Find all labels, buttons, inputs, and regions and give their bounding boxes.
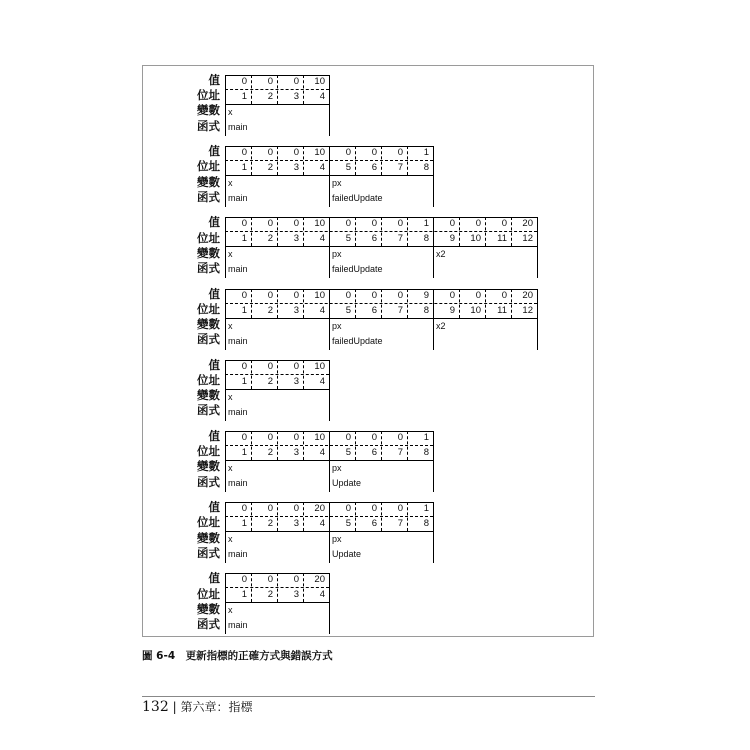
- row-label-function: 函式: [197, 332, 220, 347]
- byte-address: 9: [449, 233, 455, 245]
- byte-address: 8: [423, 304, 429, 316]
- byte-address: 3: [293, 447, 299, 458]
- byte-value: 0: [345, 432, 351, 443]
- byte-value: 0: [345, 147, 351, 159]
- page-number: 132: [142, 699, 169, 715]
- byte-address: 7: [397, 447, 403, 458]
- variable-name: x: [228, 249, 233, 260]
- row-label-value: 值: [208, 144, 220, 159]
- row-label-address: 位址: [197, 586, 220, 601]
- byte-value: 0: [293, 147, 299, 159]
- row-label-variable: 變數: [197, 388, 220, 403]
- byte-address: 12: [522, 233, 533, 245]
- byte-value: 0: [267, 147, 273, 159]
- byte-value: 0: [241, 503, 247, 515]
- function-name: main: [228, 264, 248, 275]
- function-name: main: [228, 335, 248, 346]
- byte-address: 4: [319, 518, 325, 530]
- variable-name: x: [228, 178, 233, 189]
- byte-value: 0: [345, 289, 351, 301]
- byte-value: 10: [314, 289, 325, 301]
- function-name: main: [228, 406, 248, 417]
- variable-name: x: [228, 534, 233, 545]
- frame-right-border: [433, 146, 434, 207]
- function-name: main: [228, 193, 248, 204]
- byte-value: 0: [501, 289, 507, 301]
- byte-address: 6: [371, 304, 377, 316]
- row-label-address: 位址: [197, 372, 220, 387]
- byte-address: 1: [241, 518, 247, 530]
- byte-address: 1: [241, 375, 247, 387]
- variable-name: x: [228, 605, 233, 616]
- byte-value: 20: [314, 574, 325, 586]
- byte-address: 8: [423, 447, 429, 458]
- byte-value: 0: [241, 574, 247, 586]
- byte-address: 6: [371, 233, 377, 245]
- byte-address: 1: [241, 304, 247, 316]
- byte-value: 0: [449, 218, 455, 230]
- byte-value: 0: [267, 432, 273, 443]
- byte-address: 7: [397, 304, 403, 316]
- variable-name: px: [332, 534, 342, 545]
- chapter-title: 第六章：指標: [180, 700, 253, 714]
- byte-value: 0: [475, 289, 481, 301]
- byte-value: 10: [314, 360, 325, 372]
- variable-name: px: [332, 249, 342, 260]
- row-label-value: 值: [208, 357, 220, 372]
- frame-right-border: [537, 289, 538, 350]
- byte-value: 0: [267, 289, 273, 301]
- footer-rule: [142, 696, 595, 697]
- byte-value: 10: [314, 76, 325, 87]
- row-label-function: 函式: [197, 616, 220, 631]
- byte-value: 0: [241, 289, 247, 301]
- byte-value: 0: [397, 147, 403, 159]
- byte-value: 0: [371, 432, 377, 443]
- row-label-variable: 變數: [197, 245, 220, 260]
- row-label-variable: 變數: [197, 103, 220, 118]
- byte-value: 0: [371, 147, 377, 159]
- byte-address: 1: [241, 91, 247, 102]
- byte-value: 0: [241, 432, 247, 443]
- memory-diagram: [0, 359, 750, 425]
- byte-address: 1: [241, 447, 247, 458]
- byte-address: 1: [241, 589, 247, 601]
- row-label-value: 值: [208, 73, 220, 87]
- byte-address: 1: [241, 233, 247, 245]
- byte-value: 0: [345, 503, 351, 515]
- variable-name: x: [228, 107, 233, 117]
- byte-value: 0: [293, 76, 299, 87]
- row-label-address: 位址: [197, 159, 220, 174]
- byte-value: 0: [293, 574, 299, 586]
- function-name: main: [228, 122, 248, 132]
- function-name: main: [228, 620, 248, 631]
- row-label-variable: 變數: [197, 459, 220, 474]
- function-name: failedUpdate: [332, 264, 383, 275]
- byte-value: 0: [501, 218, 507, 230]
- row-label-function: 函式: [197, 474, 220, 489]
- byte-value: 0: [293, 360, 299, 372]
- row-label-address: 位址: [197, 88, 220, 103]
- byte-address: 3: [293, 162, 299, 174]
- byte-value: 0: [241, 218, 247, 230]
- byte-value: 0: [293, 218, 299, 230]
- row-label-variable: 變數: [197, 530, 220, 545]
- row-label-address: 位址: [197, 444, 220, 459]
- byte-value: 9: [423, 289, 429, 301]
- row-label-address: 位址: [197, 230, 220, 245]
- byte-address: 12: [522, 304, 533, 316]
- byte-value: 20: [314, 503, 325, 515]
- row-label-variable: 變數: [197, 174, 220, 189]
- byte-address: 3: [293, 91, 299, 102]
- byte-value: 0: [371, 289, 377, 301]
- byte-address: 8: [423, 162, 429, 174]
- address-bottom-line: [225, 318, 537, 319]
- memory-diagram: [0, 501, 750, 567]
- function-name: main: [228, 549, 248, 560]
- address-bottom-line: [225, 389, 329, 390]
- row-label-address: 位址: [197, 515, 220, 530]
- byte-value: 10: [314, 147, 325, 159]
- byte-value: 0: [475, 218, 481, 230]
- byte-address: 6: [371, 447, 377, 458]
- byte-value: 0: [397, 218, 403, 230]
- byte-address: 4: [319, 91, 325, 102]
- byte-address: 4: [319, 589, 325, 601]
- byte-value: 0: [267, 503, 273, 515]
- frame-right-border: [329, 360, 330, 421]
- footer-separator: |: [172, 700, 177, 714]
- memory-diagram: [0, 430, 750, 496]
- frame-right-border: [329, 75, 330, 136]
- byte-value: 0: [267, 574, 273, 586]
- byte-address: 3: [293, 304, 299, 316]
- byte-value: 0: [241, 147, 247, 159]
- memory-diagram: [0, 216, 750, 282]
- variable-name: px: [332, 178, 342, 189]
- frame-right-border: [433, 431, 434, 492]
- byte-address: 10: [470, 304, 481, 316]
- byte-address: 5: [345, 518, 351, 530]
- byte-address: 11: [497, 304, 507, 316]
- byte-address: 6: [371, 518, 377, 530]
- byte-value: 1: [423, 503, 429, 515]
- row-label-variable: 變數: [197, 601, 220, 616]
- function-name: Update: [332, 549, 362, 560]
- variable-name: x2: [436, 249, 446, 260]
- memory-diagram: [0, 288, 750, 354]
- byte-address: 3: [293, 375, 299, 387]
- row-label-value: 值: [208, 500, 220, 515]
- byte-value: 0: [293, 289, 299, 301]
- row-label-function: 函式: [197, 545, 220, 560]
- byte-value: 0: [397, 289, 403, 301]
- byte-value: 20: [522, 289, 533, 301]
- row-label-function: 函式: [197, 189, 220, 204]
- byte-address: 9: [449, 304, 455, 316]
- byte-value: 10: [314, 218, 325, 230]
- memory-diagram: [0, 74, 750, 140]
- byte-address: 2: [267, 91, 273, 102]
- variable-name: x: [228, 463, 233, 473]
- byte-address: 3: [293, 518, 299, 530]
- byte-value: 0: [371, 503, 377, 515]
- byte-value: 0: [397, 503, 403, 515]
- byte-address: 2: [267, 589, 273, 601]
- byte-value: 1: [423, 432, 429, 443]
- memory-diagram: [0, 572, 750, 638]
- figure-caption: 圖 6-4 更新指標的正確方式與錯誤方式: [142, 650, 333, 662]
- frame-right-border: [433, 502, 434, 563]
- row-label-variable: 變數: [197, 316, 220, 331]
- byte-address: 3: [293, 233, 299, 245]
- byte-value: 0: [241, 76, 247, 87]
- byte-address: 2: [267, 162, 273, 174]
- byte-address: 2: [267, 518, 273, 530]
- frame-right-border: [537, 217, 538, 278]
- variable-name: x: [228, 391, 233, 402]
- byte-address: 8: [423, 518, 429, 530]
- byte-address: 4: [319, 447, 325, 458]
- byte-value: 0: [267, 218, 273, 230]
- variable-name: x2: [436, 320, 446, 331]
- row-label-function: 函式: [197, 260, 220, 275]
- row-label-value: 值: [208, 286, 220, 301]
- page-footer: [142, 699, 252, 715]
- memory-diagram: [0, 145, 750, 211]
- byte-address: 5: [345, 304, 351, 316]
- byte-address: 10: [470, 233, 481, 245]
- byte-address: 4: [319, 304, 325, 316]
- byte-address: 3: [293, 589, 299, 601]
- byte-address: 8: [423, 233, 429, 245]
- function-name: failedUpdate: [332, 193, 383, 204]
- byte-address: 5: [345, 162, 351, 174]
- byte-address: 2: [267, 447, 273, 458]
- function-name: main: [228, 478, 248, 488]
- byte-address: 6: [371, 162, 377, 174]
- byte-address: 2: [267, 233, 273, 245]
- variable-name: px: [332, 463, 342, 473]
- byte-value: 0: [267, 360, 273, 372]
- byte-value: 0: [241, 360, 247, 372]
- byte-address: 7: [397, 162, 403, 174]
- function-name: Update: [332, 478, 362, 488]
- row-label-value: 值: [208, 571, 220, 586]
- variable-name: px: [332, 320, 342, 331]
- row-label-address: 位址: [197, 301, 220, 316]
- address-bottom-line: [225, 246, 537, 247]
- byte-value: 20: [522, 218, 533, 230]
- byte-address: 4: [319, 375, 325, 387]
- row-label-function: 函式: [197, 118, 220, 133]
- byte-address: 5: [345, 233, 351, 245]
- byte-address: 7: [397, 233, 403, 245]
- row-label-function: 函式: [197, 403, 220, 418]
- function-name: failedUpdate: [332, 335, 383, 346]
- byte-address: 7: [397, 518, 403, 530]
- byte-value: 1: [423, 218, 429, 230]
- byte-value: 10: [314, 432, 325, 443]
- byte-value: 0: [449, 289, 455, 301]
- byte-value: 0: [293, 503, 299, 515]
- byte-address: 5: [345, 447, 351, 458]
- byte-value: 0: [371, 218, 377, 230]
- byte-value: 1: [423, 147, 429, 159]
- byte-address: 11: [497, 233, 507, 245]
- frame-right-border: [329, 573, 330, 634]
- row-label-value: 值: [208, 429, 220, 443]
- byte-value: 0: [293, 432, 299, 443]
- byte-address: 1: [241, 162, 247, 174]
- byte-address: 2: [267, 304, 273, 316]
- byte-address: 4: [319, 162, 325, 174]
- variable-name: x: [228, 320, 233, 331]
- row-label-value: 值: [208, 215, 220, 230]
- byte-address: 2: [267, 375, 273, 387]
- byte-value: 0: [267, 76, 273, 87]
- byte-value: 0: [345, 218, 351, 230]
- address-bottom-line: [225, 602, 329, 603]
- address-bottom-line: [225, 104, 329, 105]
- byte-value: 0: [397, 432, 403, 443]
- byte-address: 4: [319, 233, 325, 245]
